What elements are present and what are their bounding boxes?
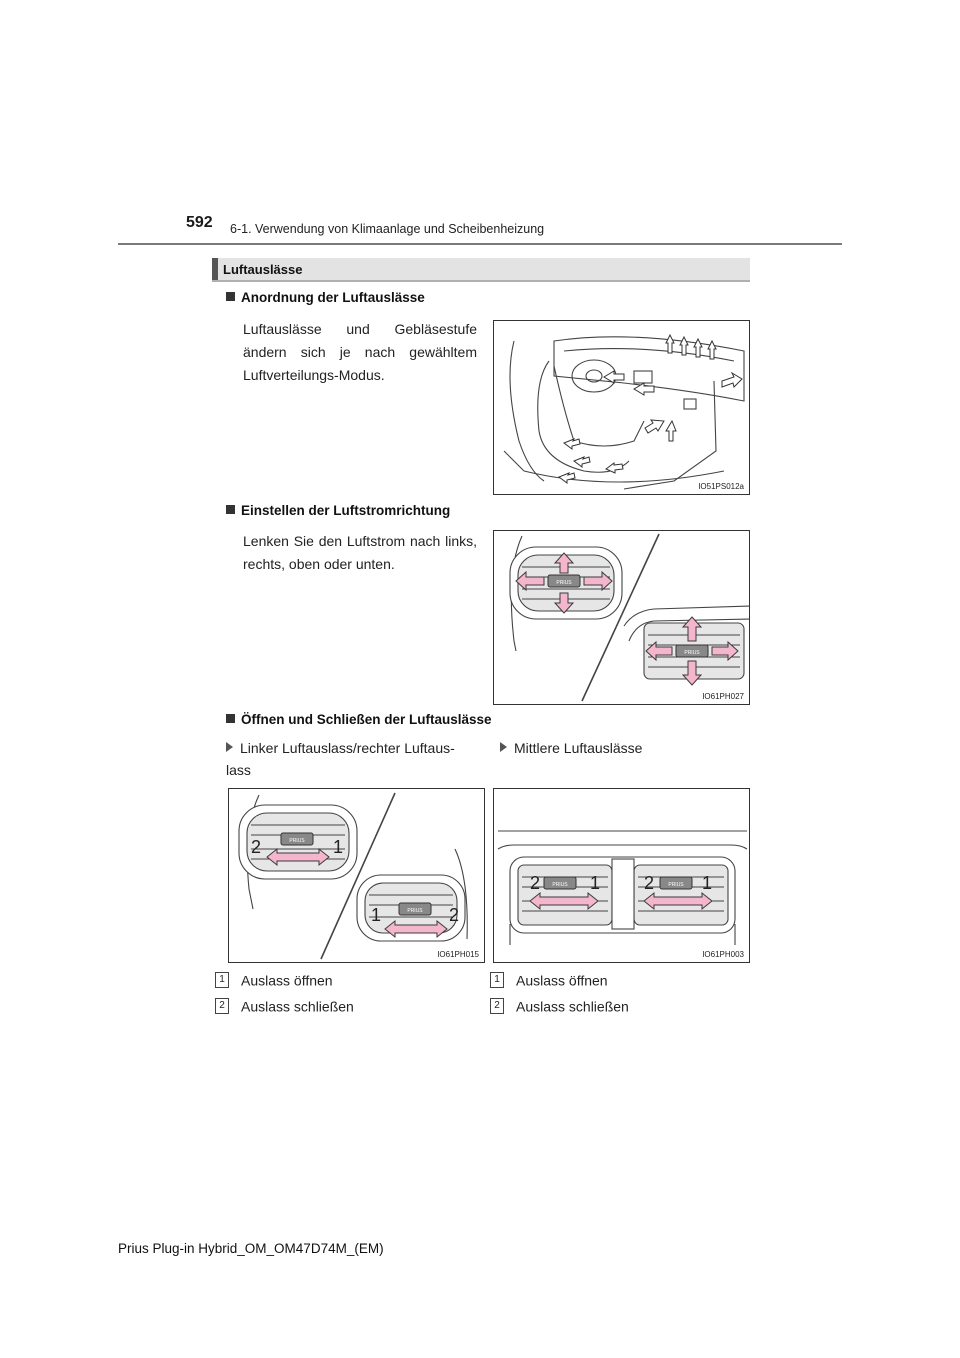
legend-left-close: 2 Auslass schließen [215,997,354,1013]
bullet-side-vents: Linker Luftauslass/rechter Luftaus-lass [226,740,455,778]
legend-left-open: 1 Auslass öffnen [215,971,333,987]
vent-badge-text: PRIUS [289,838,305,844]
text-airflow-direction: Lenken Sie den Luftstrom nach links, rechts, oben oder unten. [243,533,477,572]
figure-side-vents [228,788,485,963]
text-arrangement: Luftauslässe und Gebläsestufe ändern sich je nach gewähltem Luftverteilungs-Modus. [243,321,477,383]
legend-right-close: 2 Auslass schließen [490,997,629,1013]
section-accent [212,258,218,280]
vent-direction-illustration [494,531,750,705]
bullet-center-vents: Mittlere Luftauslässe [500,737,750,759]
subheading-arrangement: Anordnung der Luftauslässe [226,290,425,305]
marker-open-1: 1 [371,905,382,925]
subheading-open-close: Öffnen und Schließen der Luftauslässe [226,712,492,727]
triangle-bullet-icon [226,742,233,752]
square-bullet-icon [226,505,235,514]
figure-cabin-air-outlets [493,320,750,495]
vent-badge-text: PRIUS [407,908,423,914]
square-bullet-icon [226,714,235,723]
marker-open-1: 1 [702,873,713,893]
figure-code: IO61PH003 [702,950,744,959]
vent-badge-text: PRIUS [556,580,572,586]
legend-number: 2 [490,998,504,1014]
marker-close-2: 2 [251,837,262,857]
figure-code: IO51PS012a [698,482,744,491]
cabin-illustration [494,321,750,495]
figure-vent-direction [493,530,750,705]
triangle-bullet-icon [500,742,507,752]
legend-number: 1 [490,972,504,988]
marker-open-1: 1 [590,873,601,893]
marker-close-2: 2 [449,905,460,925]
page-number: 592 [186,214,213,231]
section-title: Luftauslässe [223,262,303,277]
vent-badge-text: PRIUS [668,882,684,888]
subheading-airflow-direction: Einstellen der Luftstromrichtung [226,503,450,518]
center-vents-illustration [494,789,750,963]
footer-manual-id: Prius Plug-in Hybrid_OM_OM47D74M_(EM) [118,1241,384,1256]
vent-badge-text: PRIUS [684,650,700,656]
section-heading-bar [212,258,750,282]
marker-open-1: 1 [333,837,344,857]
marker-close-2: 2 [644,873,655,893]
header-rule [118,243,842,245]
legend-right-open: 1 Auslass öffnen [490,971,608,987]
legend-number: 2 [215,998,229,1014]
figure-center-vents [493,788,750,963]
marker-close-2: 2 [530,873,541,893]
chapter-title: 6-1. Verwendung von Klimaanlage und Scheibenheizung [230,222,545,236]
vent-badge-text: PRIUS [552,882,568,888]
side-vents-illustration [229,789,485,963]
figure-code: IO61PH015 [437,950,479,959]
legend-number: 1 [215,972,229,988]
figure-code: IO61PH027 [702,692,744,701]
square-bullet-icon [226,292,235,301]
